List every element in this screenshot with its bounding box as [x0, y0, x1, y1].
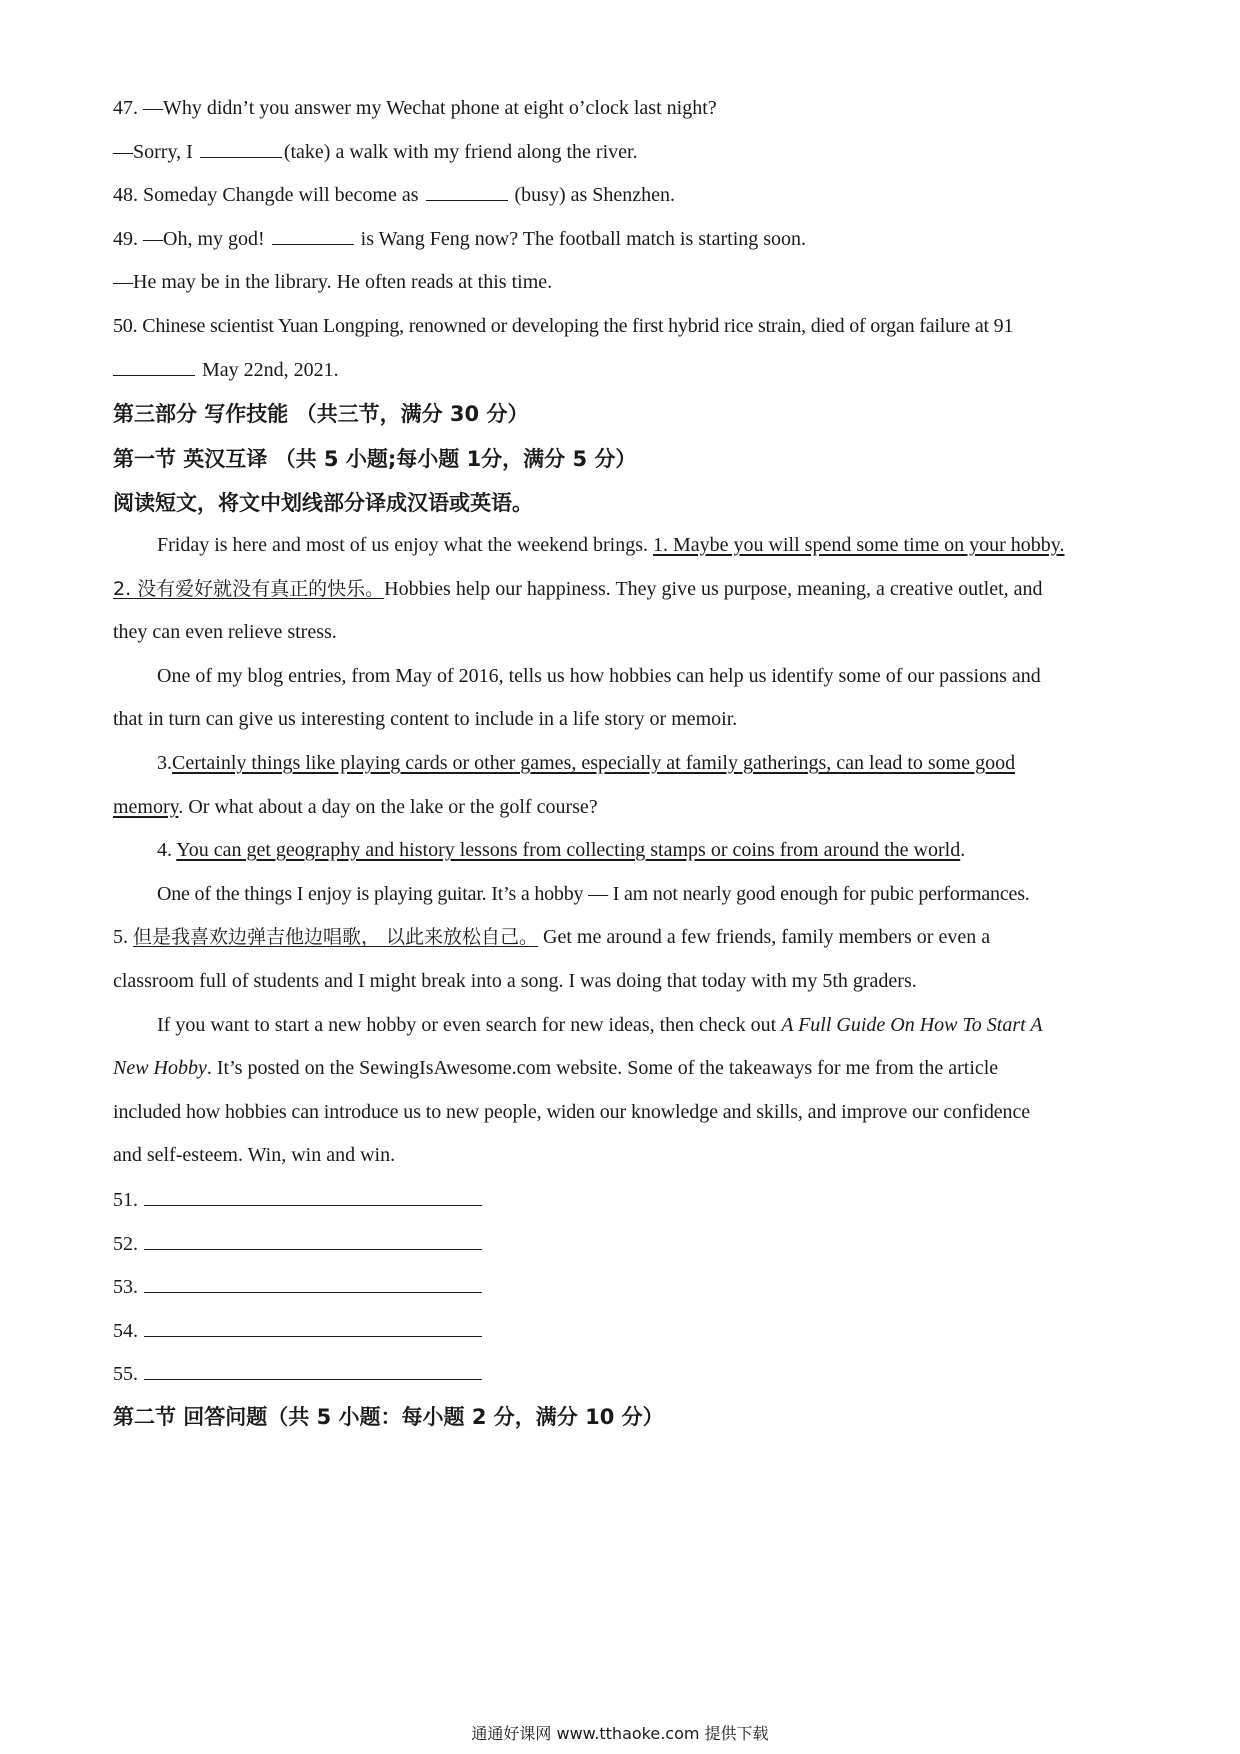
answer-line-54: 54.: [113, 1316, 1133, 1345]
page-footer: 通通好课网 www.tthaoke.com 提供下载: [471, 1724, 769, 1743]
q47-blank[interactable]: [200, 139, 282, 158]
section1-title: 第一节 英汉互译 （共 5 小题;每小题 1分，满分 5 分）: [113, 447, 637, 471]
answer-blank-52[interactable]: [144, 1229, 482, 1250]
passage-p3-line2: memory. Or what about a day on the lake or the golf course?: [113, 796, 598, 818]
passage-p6-line2: New Hobby. It’s posted on the SewingIsAwesome.com website. Some of the takeaways for me from the article: [113, 1057, 999, 1079]
section1-instruction: 阅读短文，将文中划线部分译成汉语或英语。: [113, 491, 533, 515]
section2-title: 第二节 回答问题（共 5 小题：每小题 2 分，满分 10 分）: [113, 1405, 664, 1429]
answer-line-52: 52.: [113, 1229, 1133, 1258]
q47-line2: —Sorry, I (take) a walk with my friend along the river.: [113, 141, 638, 163]
passage-p6-line1: If you want to start a new hobby or even search for new ideas, then check out A Full Guide On How To Start A: [157, 1014, 1043, 1036]
passage-p3-line1: 3.Certainly things like playing cards or other games, especially at family gatherings, can lead to some good: [157, 752, 1016, 774]
answer-line-55: 55.: [113, 1359, 1133, 1388]
translation-item-1: 1. Maybe you will spend some time on your hobby.: [653, 534, 1065, 556]
answer-line-53: 53.: [113, 1272, 1133, 1301]
passage-p2-line1: One of my blog entries, from May of 2016, tells us how hobbies can help us identify some of our passions and: [157, 665, 1041, 687]
q50-line2: May 22nd, 2021.: [113, 356, 1133, 384]
passage-p5-line2: 5. 但是我喜欢边弹吉他边唱歌， 以此来放松自己。 Get me around a few friends, family members or even a: [113, 926, 991, 948]
passage-p4-line1: 4. You can get geography and history lessons from collecting stamps or coins from around the world.: [157, 839, 966, 861]
passage-p1-line2: 2. 没有爱好就没有真正的快乐。Hobbies help our happiness. They give us purpose, meaning, a creative outlet, and: [113, 578, 1043, 600]
q48-blank[interactable]: [426, 182, 508, 201]
q48-line: 48. Someday Changde will become as (busy) as Shenzhen.: [113, 184, 676, 206]
q50-blank[interactable]: [113, 357, 195, 376]
q49-line1: 49. —Oh, my god! is Wang Feng now? The football match is starting soon.: [113, 228, 807, 250]
passage-p5-line1: One of the things I enjoy is playing guitar. It’s a hobby — I am not nearly good enough for pubic performances.: [157, 883, 1030, 905]
passage-p1-line1: Friday is here and most of us enjoy what the weekend brings. 1. Maybe you will spend some time on your hobby.: [157, 534, 1065, 556]
part3-title: 第三部分 写作技能 （共三节，满分 30 分）: [113, 402, 529, 426]
passage-p6-line4: and self-esteem. Win, win and win.: [113, 1144, 396, 1166]
answer-blank-54[interactable]: [144, 1316, 482, 1337]
passage-p1-line3: they can even relieve stress.: [113, 621, 337, 643]
q50-line1: 50. Chinese scientist Yuan Longping, renowned or developing the first hybrid rice strain, died of organ failure at 91: [113, 315, 1014, 337]
q47-line1: 47. —Why didn’t you answer my Wechat phone at eight o’clock last night?: [113, 97, 717, 119]
translation-item-3: Certainly things like playing cards or other games, especially at family gatherings, can lead to some good: [172, 752, 1016, 774]
q49-line2: —He may be in the library. He often reads at this time.: [113, 271, 553, 293]
passage-p5-line3: classroom full of students and I might break into a song. I was doing that today with my 5th graders.: [113, 970, 917, 992]
translation-item-5: 但是我喜欢边弹吉他边唱歌， 以此来放松自己。: [133, 926, 539, 948]
passage-p2-line2: that in turn can give us interesting content to include in a life story or memoir.: [113, 708, 738, 730]
passage-p6-line3: included how hobbies can introduce us to new people, widen our knowledge and skills, and improve our confidence: [113, 1101, 1030, 1123]
q49-blank[interactable]: [272, 226, 354, 245]
translation-item-2: 2. 没有爱好就没有真正的快乐。: [113, 578, 385, 600]
answer-line-51: 51.: [113, 1185, 1133, 1214]
translation-item-4: You can get geography and history lessons from collecting stamps or coins from around the world: [176, 839, 961, 861]
answer-blank-55[interactable]: [144, 1359, 482, 1380]
answer-blank-51[interactable]: [144, 1185, 482, 1206]
answer-blank-53[interactable]: [144, 1272, 482, 1293]
